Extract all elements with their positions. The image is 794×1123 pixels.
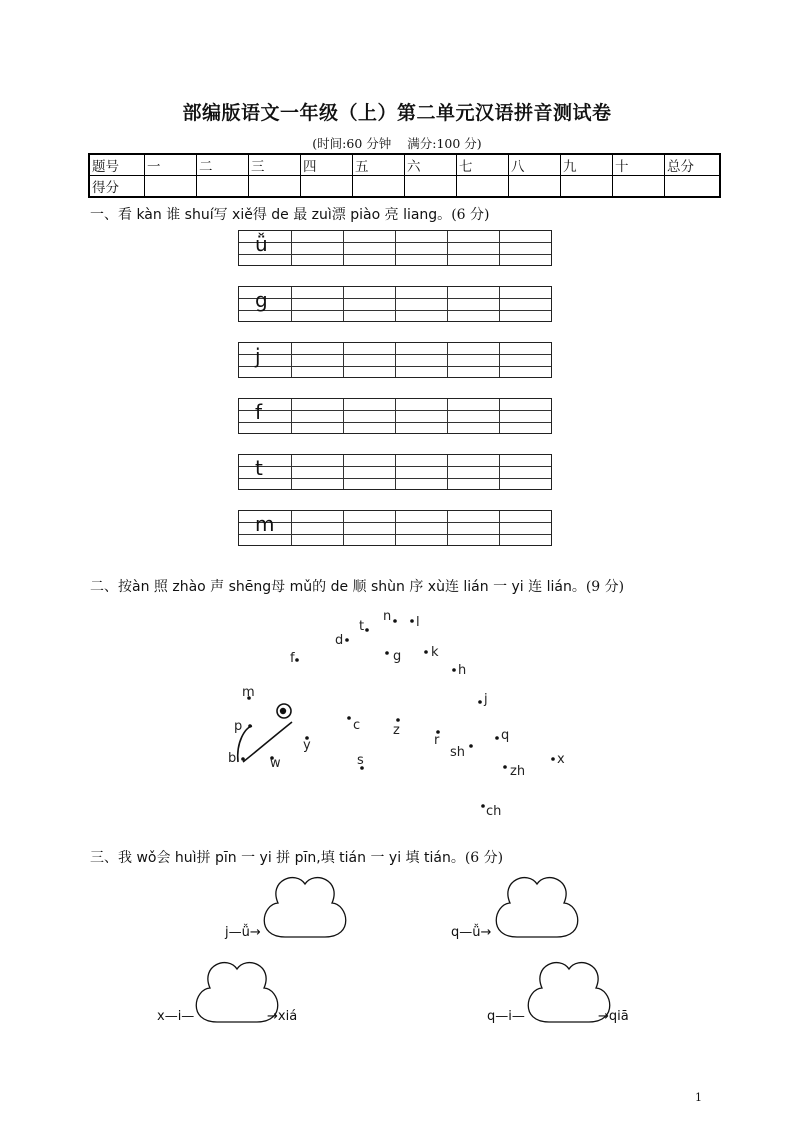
dot	[424, 650, 428, 654]
dot-label: g	[393, 649, 402, 664]
grid-letter: t	[255, 456, 263, 480]
pinyin-prompt: q—ǚ→	[451, 925, 492, 940]
dot	[385, 651, 389, 655]
grid-letter: m	[255, 512, 275, 536]
dot-label: c	[353, 718, 361, 733]
table-cell: 得分	[89, 176, 145, 198]
dot	[469, 744, 473, 748]
table-cell: 七	[457, 154, 509, 176]
dot-label: w	[270, 756, 281, 771]
pinyin-result: →qiā	[598, 1009, 629, 1024]
dot	[503, 765, 507, 769]
table-cell: 八	[509, 154, 561, 176]
dot	[481, 804, 485, 808]
flower-answer-box	[264, 878, 346, 937]
dot	[393, 619, 397, 623]
answer-flowers	[196, 878, 610, 1022]
dot	[347, 716, 351, 720]
dot	[478, 700, 482, 704]
section-3-heading	[90, 847, 503, 867]
dot-label: ch	[486, 804, 502, 819]
section-1-text: 一、看 kàn 谁 shuí写 xiě得 de 最 zuì漂 piào 亮 liang。	[90, 207, 452, 223]
grid-letter: ǚ	[255, 232, 268, 256]
table-cell: 九	[561, 154, 613, 176]
page-number: 1	[695, 1091, 702, 1104]
table-cell: 总分	[665, 154, 721, 176]
section-2-points: (9 分)	[585, 579, 625, 595]
dot	[410, 619, 414, 623]
dot-label: b	[228, 751, 237, 766]
dot-label: l	[416, 615, 420, 630]
table-cell: 四	[301, 154, 353, 176]
dot	[452, 668, 456, 672]
dot	[241, 757, 245, 761]
table-cell: 题号	[89, 154, 145, 176]
section-3-text: 三、我 wǒ会 huì拼 pīn 一 yi 拼 pīn,填 tián 一 yi 填 tián。	[90, 850, 465, 866]
grid-letter: j	[255, 344, 261, 368]
dot-label: r	[434, 733, 440, 748]
page-title: 部编版语文一年级（上）第二单元汉语拼音测试卷	[182, 102, 612, 124]
fish-jaw-curve	[243, 722, 292, 762]
table-cell: 十	[613, 154, 665, 176]
dot	[396, 718, 400, 722]
dot-label: n	[383, 609, 392, 624]
dot-label: sh	[450, 745, 466, 760]
pinyin-prompt: q—i—	[487, 1009, 525, 1024]
dot-label: h	[458, 663, 467, 678]
table-cell: 五	[353, 154, 405, 176]
dot-label: z	[393, 723, 400, 738]
dot	[345, 638, 349, 642]
dot	[365, 628, 369, 632]
dot	[295, 658, 299, 662]
dot-label: q	[501, 728, 510, 743]
dot-label: x	[557, 752, 565, 767]
dot-label: y	[303, 738, 311, 753]
dot-label: j	[484, 692, 488, 707]
flower-answer-box	[496, 878, 578, 937]
table-cell: 六	[405, 154, 457, 176]
dot-label: t	[359, 619, 365, 634]
section-3-points: (6 分)	[464, 850, 504, 866]
fish-pupil-icon	[280, 708, 286, 714]
grid-letter: f	[255, 400, 263, 424]
pinyin-prompt: j—ǚ→	[225, 925, 261, 940]
table-cell: 二	[197, 154, 249, 176]
flower-answer-box	[196, 963, 278, 1022]
dot-label: m	[242, 685, 255, 700]
exam-time: (时间:60 分钟	[312, 136, 392, 151]
dot-label: d	[335, 633, 344, 648]
table-cell: 三	[249, 154, 301, 176]
dot	[248, 724, 252, 728]
dot	[495, 736, 499, 740]
dot-label: f	[290, 651, 295, 666]
dot-label: s	[357, 753, 364, 768]
section-1-points: (6 分)	[451, 207, 490, 223]
section-2-text: 二、按àn 照 zhào 声 shēng母 mǔ的 de 顺 shùn 序 xù连 lián 一 yi 连 lián。	[90, 579, 586, 595]
dot	[551, 757, 555, 761]
grid-letter: g	[255, 288, 268, 312]
pinyin-result: →xiá	[267, 1009, 298, 1024]
dot-label: k	[431, 645, 439, 660]
exam-full-score: 满分:100 分)	[407, 136, 482, 151]
dot-label: p	[234, 719, 243, 734]
dot-label: zh	[510, 764, 526, 779]
pinyin-prompt: x—i—	[157, 1009, 195, 1024]
table-cell: 一	[145, 154, 197, 176]
